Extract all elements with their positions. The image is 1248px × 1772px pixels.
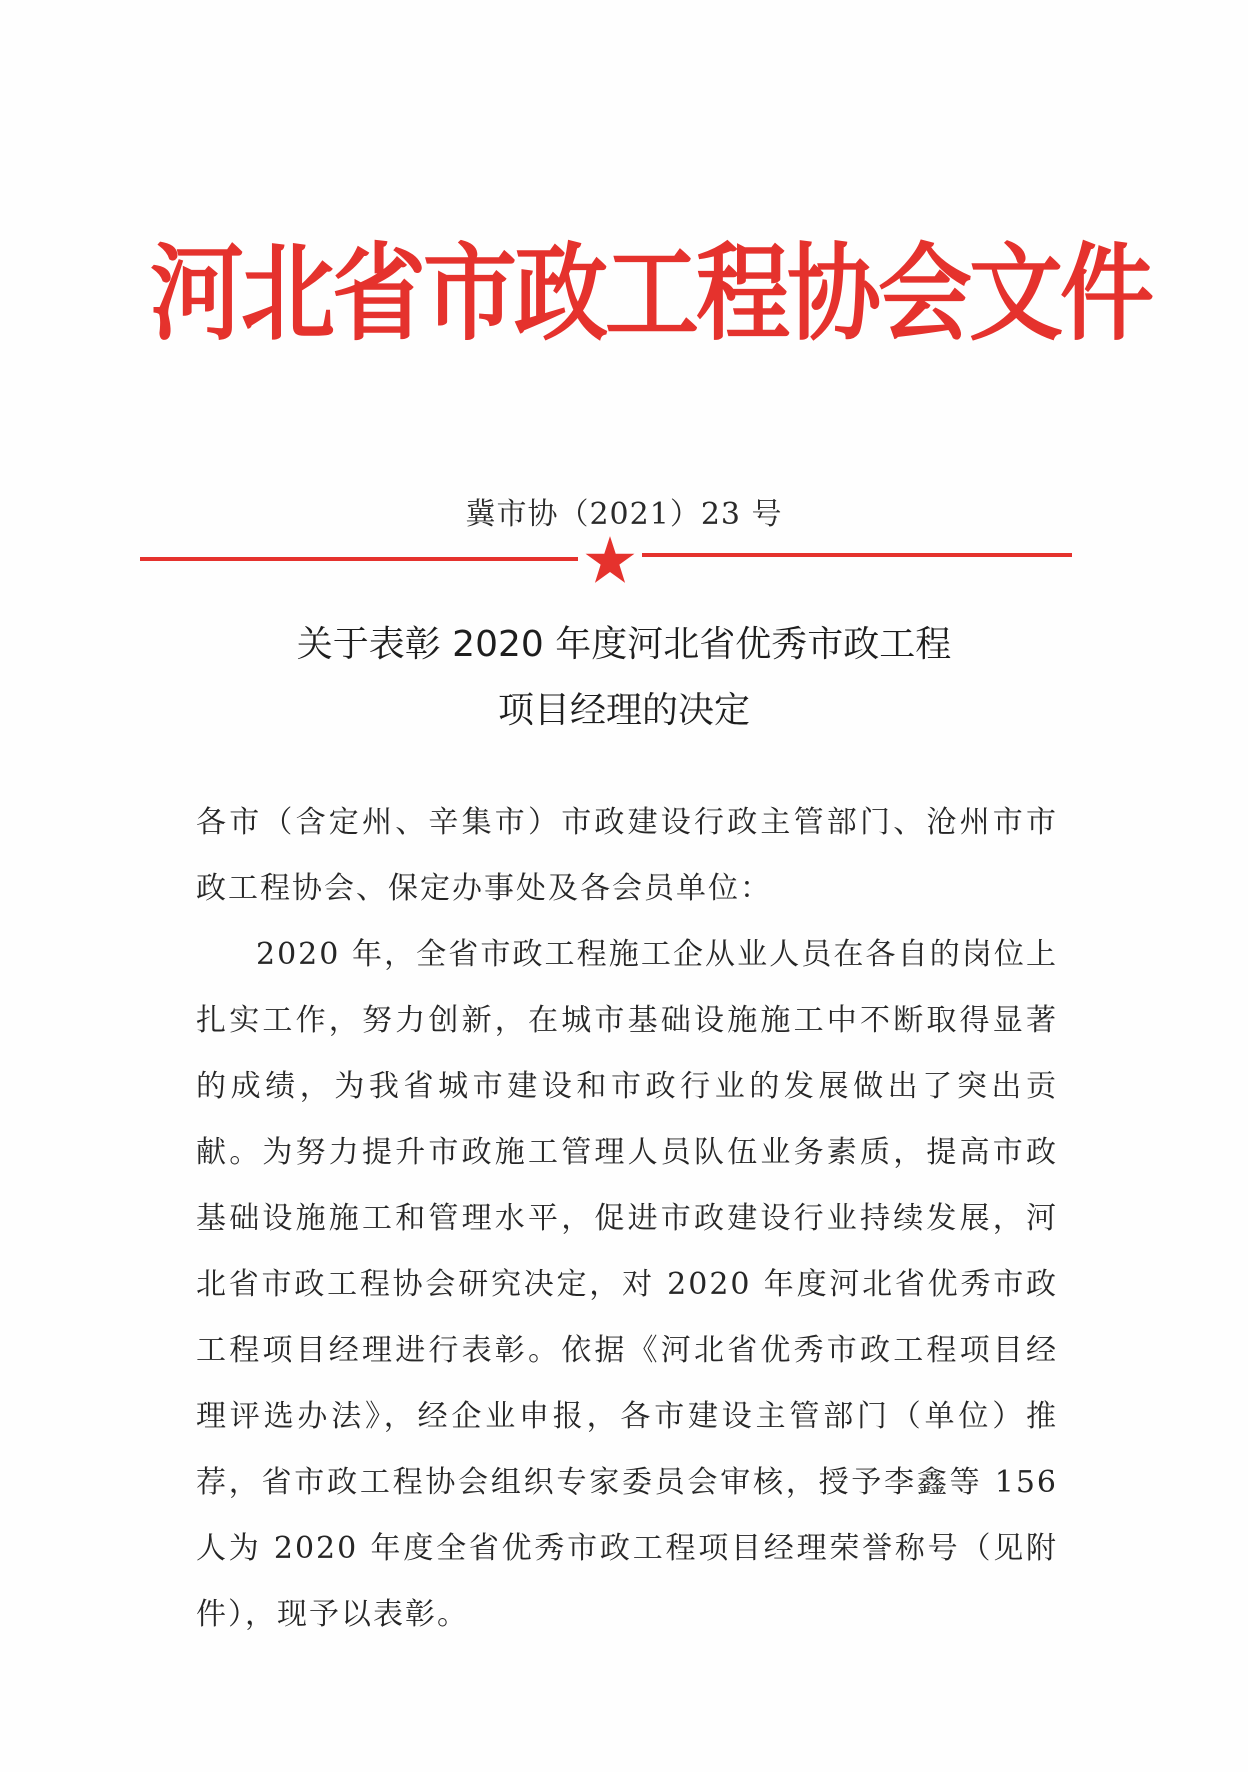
- document-title: [0, 612, 1248, 744]
- red-divider-left: [140, 557, 578, 561]
- red-divider-right: [642, 553, 1072, 557]
- body-paragraph: 2020 年，全省市政工程施工企从业人员在各自的岗位上扎实工作，努力创新，在城市基础设施施工中不断取得显著的成绩，为我省城市建设和市政行业的发展做出了突出贡献。为努力提升市政施工管理人员队伍业务素质，提高市政基础设施施工和管理水平，促进市政建设行业持续发展，河北省市政工程协会研究决定，对 2020 年度河北省优秀市政工程项目经理进行表彰。依据《河北省优秀市政工程项目经理评选办法》，经企业申报，各市建设主管部门（单位）推荐，省市政工程协会组织专家委员会审核，授予李鑫等 156 人为 2020 年度全省优秀市政工程项目经理荣誉称号（见附件），现予以表彰。: [196, 937, 1058, 1632]
- title-line-2: 项目经理的决定: [497, 690, 750, 731]
- title-line-1: 关于表彰 2020 年度河北省优秀市政工程: [296, 624, 952, 665]
- salutation: 各市（含定州、辛集市）市政建设行政主管部门、沧州市市政工程协会、保定办事处及各会员单位：: [196, 805, 1058, 906]
- document-number: 冀市协（2021）23 号: [465, 497, 783, 532]
- star-icon: [584, 534, 636, 586]
- masthead-title: 河北省市政工程协会文件: [150, 233, 1152, 356]
- document-body: [196, 790, 1058, 1648]
